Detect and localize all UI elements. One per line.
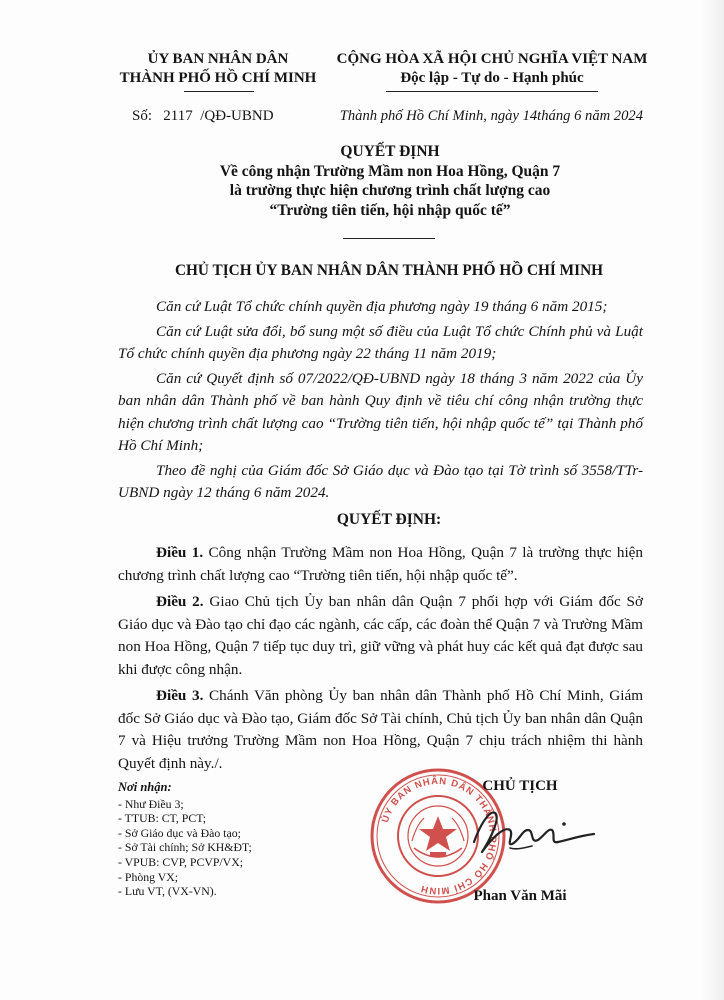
- recipient-item: - VPUB: CVP, PCVP/VX;: [118, 854, 244, 869]
- authority-heading: CHỦ TỊCH ỦY BAN NHÂN DÂN THÀNH PHỐ HỒ CHÍ MINH: [174, 262, 604, 279]
- legal-basis-4: Theo đề nghị của Giám đốc Sở Giáo dục và Đào tạo tại Tờ trình số 3558/TTr-UBND ngày 12 tháng 6 năm 2024.: [118, 461, 643, 501]
- authority-underline: [184, 91, 254, 92]
- decision-title: [100, 142, 680, 220]
- legal-basis-1: Căn cứ Luật Tổ chức chính quyền địa phương ngày 19 tháng 6 năm 2015;: [156, 298, 608, 315]
- recipient-item: - Sở Tài chính; Sở KH&ĐT;: [118, 840, 252, 855]
- decision-heading: QUYẾT ĐỊNH: [340, 143, 440, 160]
- articles: [118, 542, 643, 775]
- handwritten-signature-icon: [452, 800, 602, 870]
- article-2-text: Giao Chủ tịch Ủy ban nhân dân Quận 7 phối hợp với Giám đốc Sở Giáo dục và Đào tạo chỉ đạo các ngành, các cấp, các đoàn thể Quận 7 và Trường Mầm non Hoa Hồng, Quận 7 tiếp tục duy trì, giữ vững và phát huy các kết quả đạt được sau khi được công nhận.: [118, 593, 643, 678]
- title-separator: [343, 238, 435, 239]
- article-3-text: Chánh Văn phòng Ủy ban nhân dân Thành phố Hồ Chí Minh, Giám đốc Sở Giáo dục và Đào tạo, Giám đốc Sở Tài chính, Chủ tịch Ủy ban nhân dân Quận 7 và Hiệu trưởng Trường Mầm non Hoa Hồng, Quận 7 chịu trách nhiệm thi hành Quyết định này./.: [118, 687, 644, 772]
- article-1-label: Điều 1.: [156, 544, 204, 561]
- recipient-item: - Phòng VX;: [118, 869, 179, 884]
- recipient-item: - TTUB: CT, PCT;: [118, 811, 207, 826]
- issuing-authority: [118, 50, 318, 88]
- motto-underline: [386, 91, 598, 92]
- decides-heading: QUYẾT ĐỊNH:: [336, 511, 442, 528]
- document-number: Số: 2117 /QĐ-UBND: [132, 108, 274, 124]
- legal-bases: [118, 296, 643, 505]
- legal-basis-2: Căn cứ Luật sửa đổi, bổ sung một số điều của Luật Tổ chức Chính phủ và Luật Tổ chức chính quyền địa phương ngày 22 tháng 11 năm 2019;: [118, 322, 643, 362]
- article-3: [118, 685, 643, 775]
- signer-title: CHỦ TỊCH: [482, 778, 558, 794]
- seal-ring-text: ỦY BAN NHÂN DÂN THÀNH PHỐ HỒ CHÍ MINH: [379, 775, 499, 897]
- article-2: [118, 591, 643, 681]
- recipient-item: - Như Điều 3;: [118, 796, 184, 811]
- article-2-label: Điều 2.: [156, 593, 204, 610]
- decision-subject-line3: “Trường tiên tiến, hội nhập quốc tế”: [269, 201, 511, 219]
- issuing-authority-line1: ỦY BAN NHÂN DÂN: [147, 51, 289, 67]
- national-motto: Độc lập - Tự do - Hạnh phúc: [400, 70, 584, 86]
- national-title: CỘNG HÒA XÃ HỘI CHỦ NGHĨA VIỆT NAM: [336, 51, 648, 67]
- issuing-authority-line2: THÀNH PHỐ HỒ CHÍ MINH: [119, 70, 317, 86]
- recipient-item: - Sở Giáo dục và Đào tạo;: [118, 825, 241, 840]
- decision-subject-line1: Về công nhận Trường Mầm non Hoa Hồng, Quận 7: [219, 162, 561, 180]
- signer-name: Phan Văn Mãi: [473, 888, 567, 904]
- article-1: [118, 542, 643, 587]
- place-and-date: Thành phố Hồ Chí Minh, ngày 14tháng 6 năm 2024: [339, 108, 643, 124]
- recipients-title: Nơi nhận:: [118, 780, 172, 794]
- national-header: [322, 50, 662, 88]
- article-1-text: Công nhận Trường Mầm non Hoa Hồng, Quận 7 là trường thực hiện chương trình chất lượng cao “Trường tiên tiến, hội nhập quốc tế”.: [118, 544, 643, 584]
- decision-subject-line2: là trường thực hiện chương trình chất lượng cao: [229, 182, 551, 199]
- recipient-item: - Lưu VT, (VX-VN).: [118, 884, 217, 899]
- recipients: [118, 780, 378, 899]
- article-3-label: Điều 3.: [156, 687, 204, 704]
- legal-basis-3: Căn cứ Quyết định số 07/2022/QĐ-UBND ngày 18 tháng 3 năm 2022 của Ủy ban nhân dân Thành phố về ban hành Quy định về tiêu chí công nhận trường thực hiện chương trình chất lượng cao “Trường tiên tiến, hội nhập quốc tế” tại Thành phố Hồ Chí Minh;: [118, 369, 643, 454]
